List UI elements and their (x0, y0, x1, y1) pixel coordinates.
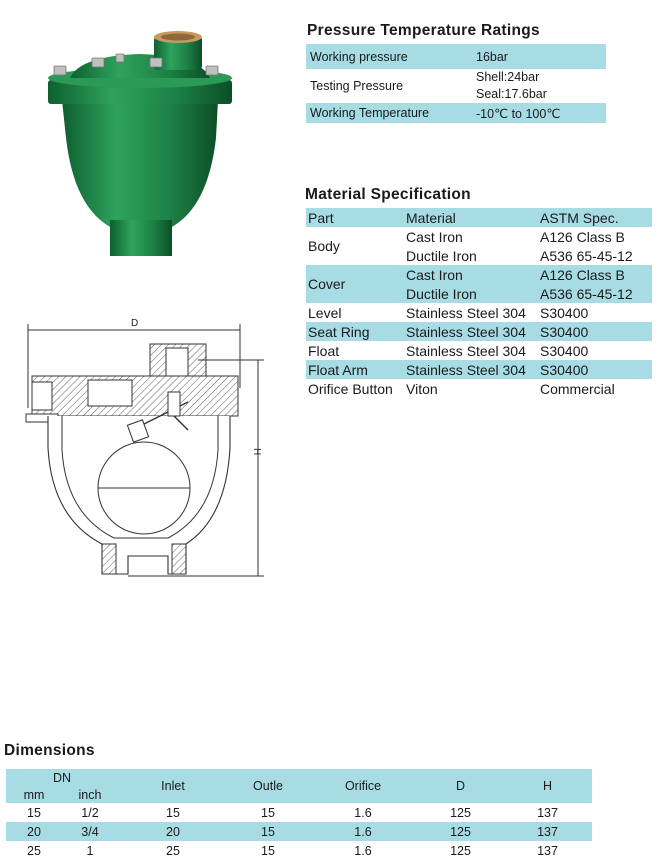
col-header-part: Part (306, 208, 404, 227)
air-valve-photo (40, 28, 240, 263)
col-header-material: Material (404, 208, 538, 227)
seal-pressure: Seal:17.6bar (476, 87, 547, 101)
outle-cell: 15 (228, 822, 308, 841)
pressure-label: Working pressure (310, 49, 408, 64)
inlet-cell: 25 (166, 843, 180, 858)
part-cell: Float (308, 342, 340, 359)
h-cell: 137 (537, 805, 558, 820)
inch-cell: 1/2 (81, 805, 99, 820)
orifice-cell: 1.6 (354, 805, 372, 820)
material-cell: Stainless Steel 304 (404, 322, 538, 341)
table-row (6, 769, 592, 786)
mm-cell: 15 (27, 805, 41, 820)
pressure-value (472, 69, 606, 103)
spec-cell: S30400 (540, 304, 589, 321)
table-row (6, 803, 592, 822)
mm-cell: 20 (6, 822, 62, 841)
h-cell: 137 (537, 843, 558, 858)
pressure-value: -10℃ to 100℃ (476, 106, 561, 121)
material-cell: Stainless Steel 304 (406, 304, 526, 321)
part-cell: Seat Ring (306, 322, 404, 341)
table-row (306, 44, 606, 69)
material-cell: Ductile Iron (406, 247, 477, 264)
table-row (6, 841, 592, 860)
table-row (306, 341, 652, 360)
col-header-spec: ASTM Spec. (538, 208, 652, 227)
d-cell: 125 (450, 805, 471, 820)
part-cell: Level (308, 304, 342, 321)
inch-cell: 3/4 (62, 822, 118, 841)
part-cell: Cover (306, 265, 404, 303)
inlet-cell: 20 (118, 822, 228, 841)
col-header-inch: inch (62, 786, 118, 803)
material-cell: Stainless Steel 304 (404, 360, 538, 379)
table-row (306, 208, 652, 227)
material-cell: Stainless Steel 304 (406, 342, 526, 359)
table-row (306, 379, 652, 398)
table-row (306, 303, 652, 322)
spec-cell: A536 65-45-12 (540, 247, 633, 264)
h-cell: 137 (503, 822, 592, 841)
inch-cell: 1 (86, 843, 94, 858)
pressure-label: Testing Pressure (310, 79, 404, 93)
pressure-value: 16bar (476, 49, 508, 64)
orifice-cell: 1.6 (308, 822, 418, 841)
part-cell: Body (308, 238, 340, 254)
d-dimension-label: D (131, 318, 139, 329)
spec-cell: A126 Class B (538, 265, 652, 284)
col-header-outle: Outle (228, 769, 308, 803)
pressure-ratings-table (306, 44, 606, 123)
table-row (306, 360, 652, 379)
pressure-label: Working Temperature (310, 106, 430, 120)
table-row (306, 265, 652, 284)
outle-cell: 15 (261, 805, 275, 820)
table-row (306, 69, 606, 103)
inlet-cell: 15 (166, 805, 180, 820)
table-row (306, 227, 652, 246)
pressure-ratings-title: Pressure Temperature Ratings (307, 22, 540, 39)
col-header-inlet: Inlet (118, 769, 228, 803)
col-header-h: H (503, 769, 592, 803)
outle-cell: 15 (261, 843, 275, 858)
valve-section-drawing (18, 318, 268, 586)
shell-pressure: Shell:24bar (476, 70, 540, 84)
dimensions-table (6, 769, 592, 860)
material-cell: Viton (406, 380, 438, 397)
material-spec-table (306, 208, 652, 398)
d-cell: 125 (450, 843, 471, 858)
spec-cell: S30400 (538, 322, 652, 341)
table-row (306, 322, 652, 341)
col-header-mm: mm (6, 786, 62, 803)
part-cell: Orifice Button (308, 380, 393, 397)
col-header-dn: DN (6, 769, 118, 786)
dimensions-title: Dimensions (4, 742, 95, 759)
table-row (6, 822, 592, 841)
col-header-orifice: Orifice (308, 769, 418, 803)
material-cell: Ductile Iron (404, 284, 538, 303)
d-cell: 125 (418, 822, 503, 841)
material-spec-title: Material Specification (305, 186, 471, 203)
material-cell: Cast Iron (406, 228, 463, 245)
spec-cell: A126 Class B (540, 228, 625, 245)
spec-cell: A536 65-45-12 (538, 284, 652, 303)
part-cell: Float Arm (306, 360, 404, 379)
col-header-d: D (418, 769, 503, 803)
spec-cell: Commercial (540, 380, 615, 397)
spec-cell: S30400 (538, 360, 652, 379)
material-cell: Cast Iron (404, 265, 538, 284)
h-dimension-label: H (251, 448, 262, 456)
spec-cell: S30400 (540, 342, 589, 359)
mm-cell: 25 (27, 843, 41, 858)
orifice-cell: 1.6 (354, 843, 372, 858)
table-row (306, 103, 606, 123)
